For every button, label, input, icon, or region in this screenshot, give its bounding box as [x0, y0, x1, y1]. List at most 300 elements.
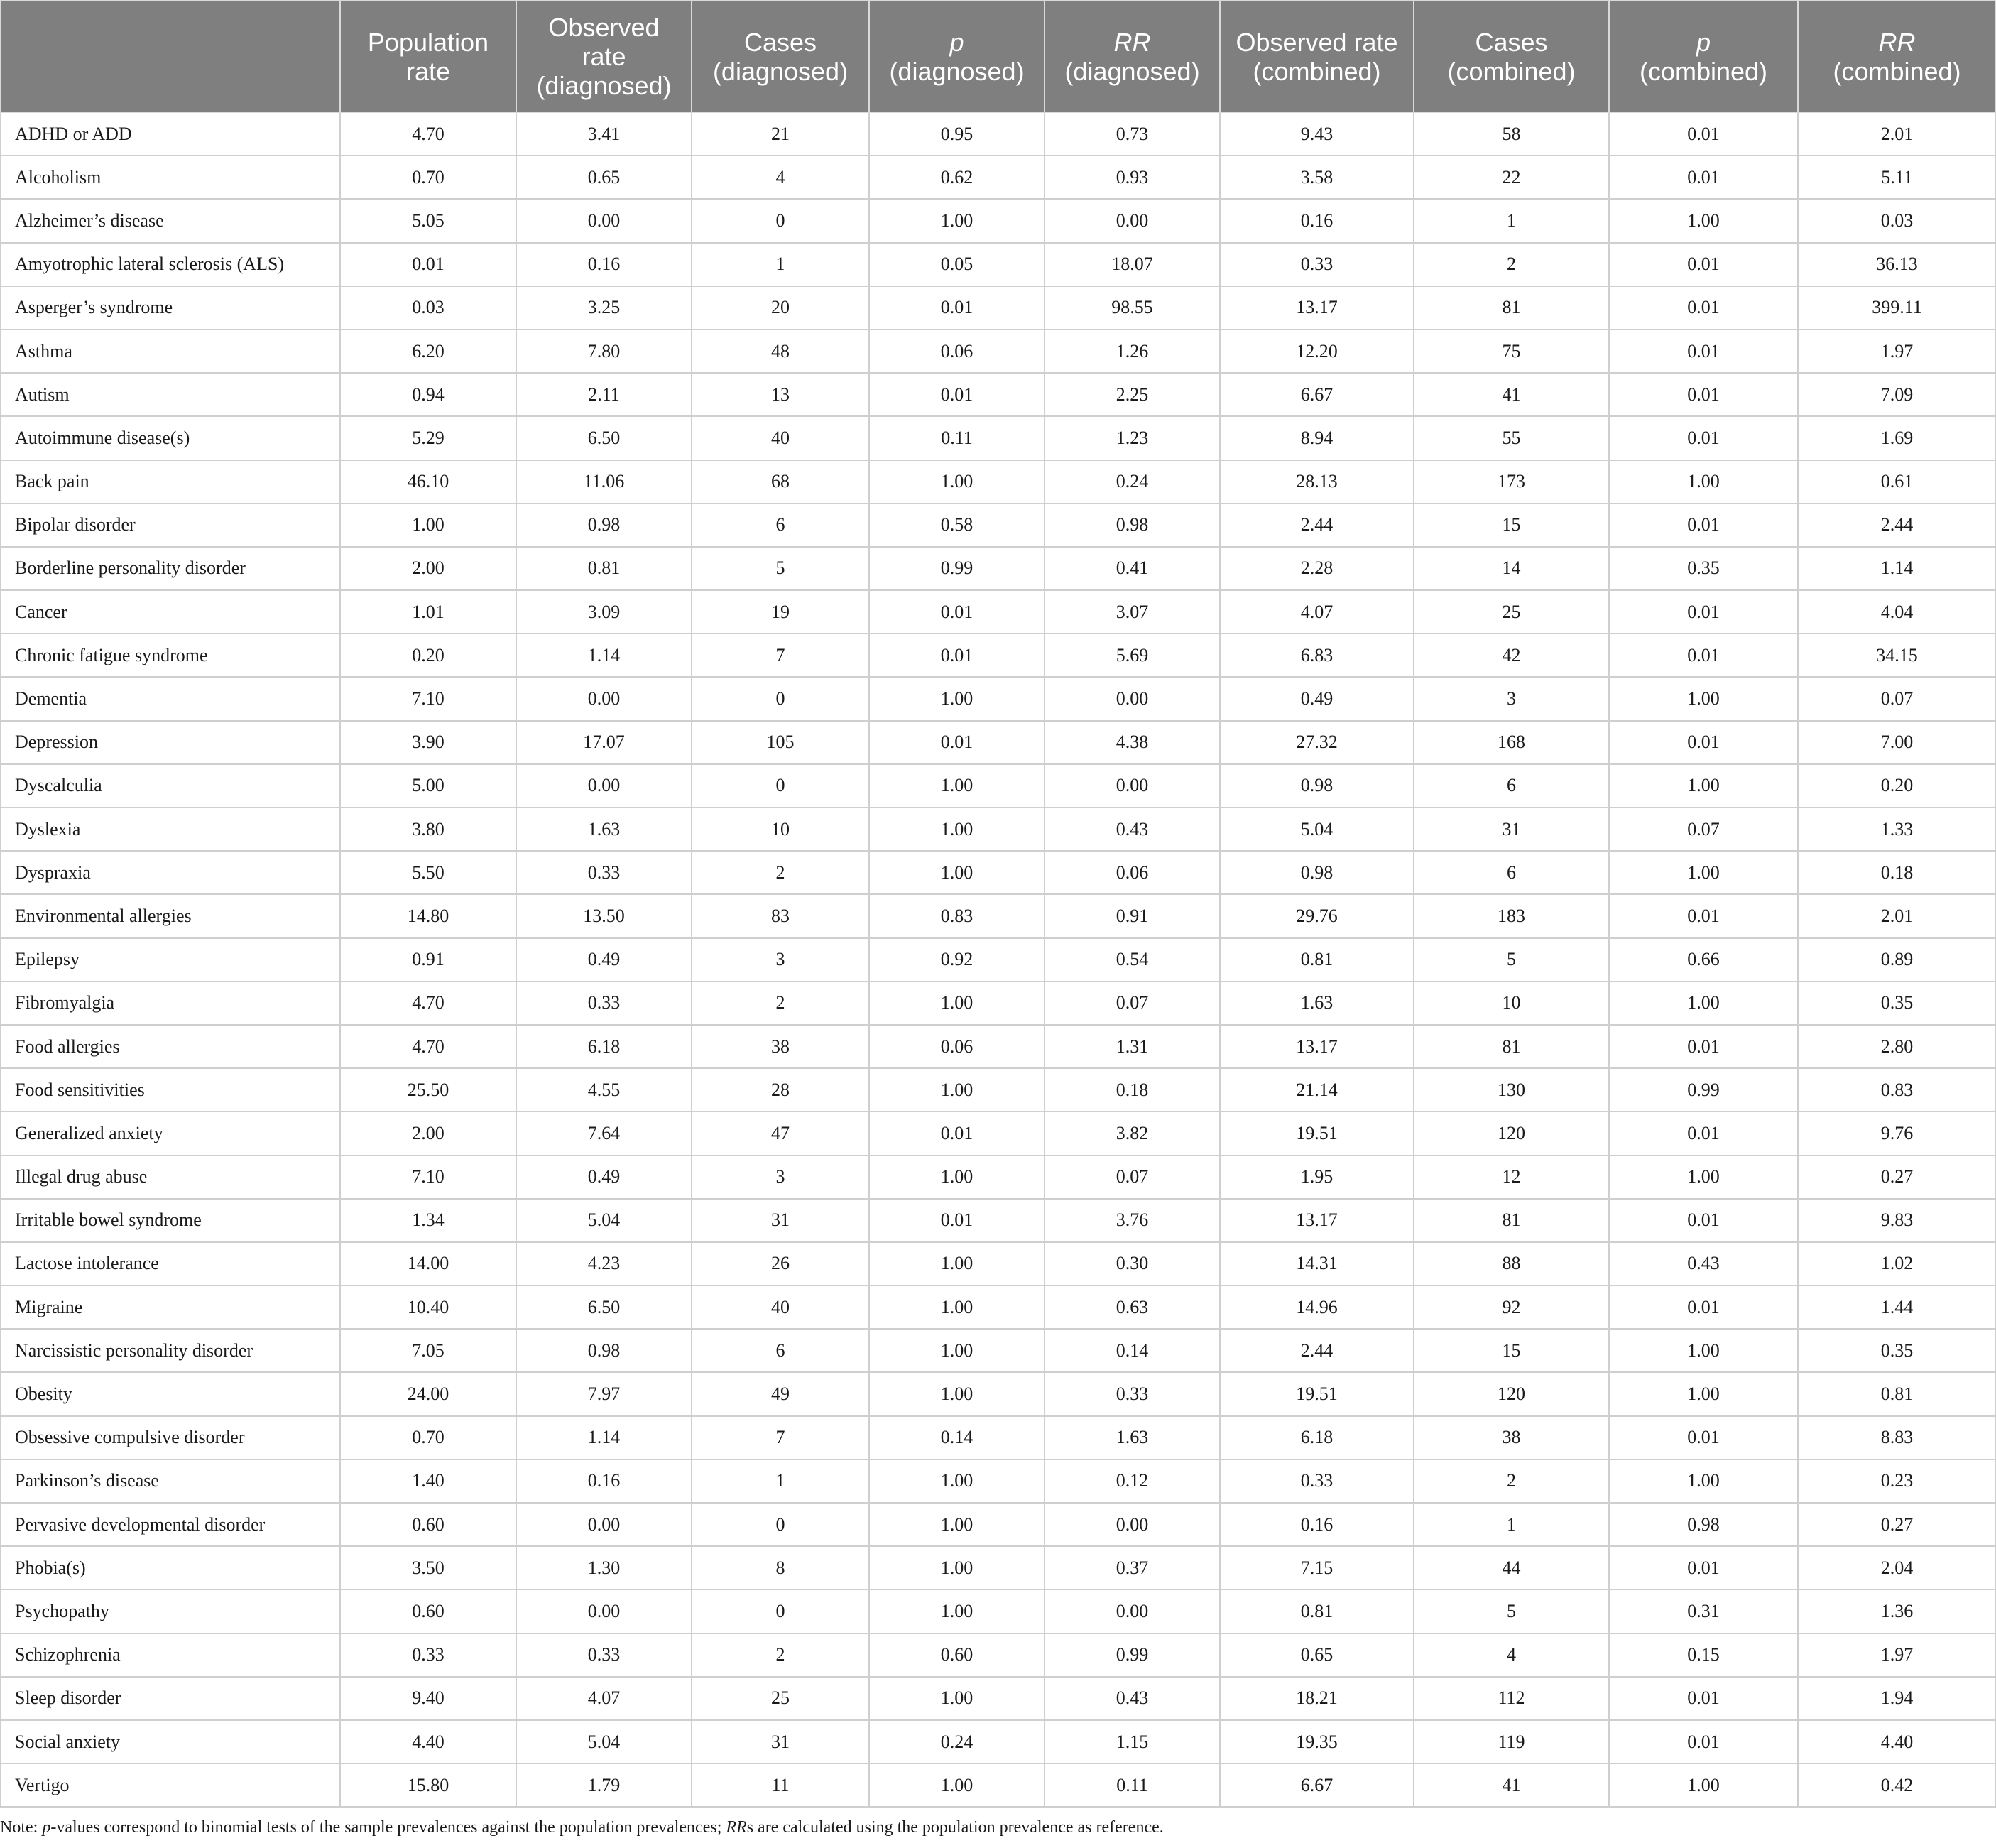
- value-cell: 0.00: [1045, 1503, 1220, 1546]
- condition-cell: Asthma: [1, 330, 340, 373]
- value-cell: 7.09: [1798, 373, 1996, 416]
- note-rr-symbol: RR: [726, 1818, 747, 1837]
- value-cell: 44: [1414, 1546, 1609, 1589]
- value-cell: 1.00: [1609, 982, 1798, 1025]
- value-cell: 2.01: [1798, 112, 1996, 156]
- value-cell: 1.23: [1045, 416, 1220, 460]
- value-cell: 10: [692, 808, 869, 851]
- value-cell: 0.01: [1609, 373, 1798, 416]
- value-cell: 13: [692, 373, 869, 416]
- value-cell: 20: [692, 286, 869, 330]
- value-cell: 46.10: [340, 460, 516, 504]
- value-cell: 2: [1414, 1460, 1609, 1503]
- value-cell: 13.17: [1220, 1025, 1414, 1068]
- value-cell: 0.98: [1220, 851, 1414, 894]
- value-cell: 0.33: [516, 851, 692, 894]
- value-cell: 0.81: [1220, 1589, 1414, 1633]
- value-cell: 5: [1414, 1589, 1609, 1633]
- value-cell: 2: [1414, 243, 1609, 286]
- value-cell: 9.76: [1798, 1111, 1996, 1155]
- value-cell: 0.73: [1045, 112, 1220, 156]
- condition-cell: Sleep disorder: [1, 1677, 340, 1720]
- table-row: [1, 1068, 1996, 1111]
- value-cell: 14.80: [340, 894, 516, 937]
- table-row: [1, 1286, 1996, 1329]
- value-cell: 4.70: [340, 1025, 516, 1068]
- value-cell: 0.91: [340, 938, 516, 982]
- column-header: [692, 1, 869, 112]
- table-row: [1, 1111, 1996, 1155]
- value-cell: 6.50: [516, 416, 692, 460]
- value-cell: 7.15: [1220, 1546, 1414, 1589]
- value-cell: 0.98: [1220, 764, 1414, 808]
- value-cell: 0: [692, 1589, 869, 1633]
- value-cell: 40: [692, 1286, 869, 1329]
- value-cell: 2.44: [1220, 1329, 1414, 1372]
- value-cell: 0.03: [340, 286, 516, 330]
- value-cell: 4.40: [340, 1720, 516, 1763]
- value-cell: 3.07: [1045, 590, 1220, 634]
- value-cell: 24.00: [340, 1372, 516, 1415]
- table-row: [1, 1199, 1996, 1242]
- value-cell: 0.06: [1045, 851, 1220, 894]
- table-row: [1, 373, 1996, 416]
- table-row: [1, 1634, 1996, 1677]
- value-cell: 0.49: [516, 938, 692, 982]
- value-cell: 0.07: [1798, 677, 1996, 720]
- value-cell: 1.40: [340, 1460, 516, 1503]
- column-header-line: (combined): [1447, 56, 1576, 86]
- value-cell: 1.00: [1609, 1460, 1798, 1503]
- value-cell: 27.32: [1220, 721, 1414, 764]
- value-cell: 2: [692, 1634, 869, 1677]
- condition-cell: Irritable bowel syndrome: [1, 1199, 340, 1242]
- table-row: [1, 1763, 1996, 1807]
- value-cell: 8.83: [1798, 1416, 1996, 1460]
- value-cell: 1: [692, 1460, 869, 1503]
- value-cell: 6.83: [1220, 634, 1414, 677]
- column-header-line: p: [949, 27, 964, 57]
- value-cell: 31: [692, 1720, 869, 1763]
- condition-cell: Back pain: [1, 460, 340, 504]
- condition-cell: Alcoholism: [1, 156, 340, 199]
- value-cell: 22: [1414, 156, 1609, 199]
- value-cell: 1.15: [1045, 1720, 1220, 1763]
- value-cell: 0: [692, 199, 869, 242]
- value-cell: 0.98: [1045, 504, 1220, 547]
- value-cell: 1.69: [1798, 416, 1996, 460]
- value-cell: 5.29: [340, 416, 516, 460]
- value-cell: 119: [1414, 1720, 1609, 1763]
- value-cell: 0.27: [1798, 1503, 1996, 1546]
- condition-cell: Psychopathy: [1, 1589, 340, 1633]
- value-cell: 6.50: [516, 1286, 692, 1329]
- column-header-line: RR: [1878, 27, 1916, 57]
- value-cell: 40: [692, 416, 869, 460]
- value-cell: 0.01: [1609, 1546, 1798, 1589]
- note-prefix: Note:: [0, 1818, 43, 1837]
- table-row: [1, 764, 1996, 808]
- value-cell: 0.01: [869, 373, 1045, 416]
- value-cell: 88: [1414, 1242, 1609, 1286]
- value-cell: 0.01: [1609, 1286, 1798, 1329]
- header-row: [1, 1, 1996, 112]
- value-cell: 36.13: [1798, 243, 1996, 286]
- column-header-line: (combined): [1833, 56, 1961, 86]
- value-cell: 0.01: [1609, 1720, 1798, 1763]
- column-header: [1609, 1, 1798, 112]
- column-header-line: rate: [405, 56, 451, 86]
- column-header-line: Population: [367, 27, 489, 57]
- value-cell: 0.54: [1045, 938, 1220, 982]
- value-cell: 0.98: [516, 504, 692, 547]
- column-header: [1, 1, 340, 112]
- value-cell: 17.07: [516, 721, 692, 764]
- condition-cell: Vertigo: [1, 1763, 340, 1807]
- value-cell: 0.70: [340, 156, 516, 199]
- column-header-line: (diagnosed): [536, 71, 672, 100]
- value-cell: 2.44: [1220, 504, 1414, 547]
- value-cell: 0.33: [1045, 1372, 1220, 1415]
- value-cell: 6: [1414, 764, 1609, 808]
- value-cell: 3.09: [516, 590, 692, 634]
- value-cell: 0.01: [869, 634, 1045, 677]
- value-cell: 7.10: [340, 1156, 516, 1199]
- value-cell: 9.40: [340, 1677, 516, 1720]
- value-cell: 0.07: [1045, 1156, 1220, 1199]
- column-header-line: (diagnosed): [1064, 56, 1200, 86]
- value-cell: 168: [1414, 721, 1609, 764]
- value-cell: 0.27: [1798, 1156, 1996, 1199]
- value-cell: 6.67: [1220, 373, 1414, 416]
- value-cell: 5.00: [340, 764, 516, 808]
- value-cell: 0.63: [1045, 1286, 1220, 1329]
- column-header: [516, 1, 692, 112]
- value-cell: 2.00: [340, 1111, 516, 1155]
- value-cell: 1.44: [1798, 1286, 1996, 1329]
- value-cell: 1.63: [516, 808, 692, 851]
- value-cell: 0.16: [516, 1460, 692, 1503]
- value-cell: 14.00: [340, 1242, 516, 1286]
- value-cell: 2.80: [1798, 1025, 1996, 1068]
- value-cell: 0: [692, 764, 869, 808]
- value-cell: 1.14: [516, 1416, 692, 1460]
- value-cell: 5.50: [340, 851, 516, 894]
- value-cell: 0.61: [1798, 460, 1996, 504]
- value-cell: 3.41: [516, 112, 692, 156]
- value-cell: 4: [1414, 1634, 1609, 1677]
- value-cell: 6: [1414, 851, 1609, 894]
- value-cell: 6: [692, 504, 869, 547]
- value-cell: 0.00: [1045, 199, 1220, 242]
- value-cell: 19.51: [1220, 1111, 1414, 1155]
- value-cell: 19: [692, 590, 869, 634]
- value-cell: 31: [1414, 808, 1609, 851]
- value-cell: 42: [1414, 634, 1609, 677]
- value-cell: 0.99: [869, 547, 1045, 590]
- value-cell: 1.00: [1609, 1372, 1798, 1415]
- value-cell: 2: [692, 851, 869, 894]
- value-cell: 0.60: [340, 1503, 516, 1546]
- condition-cell: Schizophrenia: [1, 1634, 340, 1677]
- table-row: [1, 330, 1996, 373]
- value-cell: 0.00: [516, 1589, 692, 1633]
- value-cell: 31: [692, 1199, 869, 1242]
- value-cell: 1.02: [1798, 1242, 1996, 1286]
- value-cell: 25.50: [340, 1068, 516, 1111]
- value-cell: 29.76: [1220, 894, 1414, 937]
- value-cell: 1.30: [516, 1546, 692, 1589]
- value-cell: 0.30: [1045, 1242, 1220, 1286]
- value-cell: 0.01: [340, 243, 516, 286]
- value-cell: 2.25: [1045, 373, 1220, 416]
- condition-cell: Lactose intolerance: [1, 1242, 340, 1286]
- value-cell: 0.11: [869, 416, 1045, 460]
- value-cell: 21.14: [1220, 1068, 1414, 1111]
- value-cell: 0.24: [1045, 460, 1220, 504]
- condition-cell: Food sensitivities: [1, 1068, 340, 1111]
- value-cell: 0.98: [516, 1329, 692, 1372]
- value-cell: 1: [692, 243, 869, 286]
- value-cell: 0.01: [1609, 112, 1798, 156]
- column-header-line: (combined): [1639, 56, 1768, 86]
- value-cell: 0.65: [1220, 1634, 1414, 1677]
- value-cell: 6.67: [1220, 1763, 1414, 1807]
- value-cell: 0.01: [1609, 1677, 1798, 1720]
- value-cell: 0: [692, 677, 869, 720]
- value-cell: 81: [1414, 286, 1609, 330]
- value-cell: 2.28: [1220, 547, 1414, 590]
- value-cell: 1: [1414, 199, 1609, 242]
- column-header-line: (diagnosed): [712, 56, 849, 86]
- condition-cell: Borderline personality disorder: [1, 547, 340, 590]
- condition-cell: Chronic fatigue syndrome: [1, 634, 340, 677]
- value-cell: 0.01: [1609, 416, 1798, 460]
- value-cell: 2.01: [1798, 894, 1996, 937]
- value-cell: 13.17: [1220, 286, 1414, 330]
- value-cell: 7: [692, 1416, 869, 1460]
- condition-cell: Bipolar disorder: [1, 504, 340, 547]
- table-row: [1, 199, 1996, 242]
- value-cell: 1.00: [869, 677, 1045, 720]
- value-cell: 105: [692, 721, 869, 764]
- value-cell: 0.01: [1609, 286, 1798, 330]
- value-cell: 0.35: [1798, 1329, 1996, 1372]
- value-cell: 0.35: [1609, 547, 1798, 590]
- value-cell: 4.07: [516, 1677, 692, 1720]
- value-cell: 0.94: [340, 373, 516, 416]
- value-cell: 10: [1414, 982, 1609, 1025]
- value-cell: 1.00: [1609, 1156, 1798, 1199]
- value-cell: 4.23: [516, 1242, 692, 1286]
- value-cell: 4.04: [1798, 590, 1996, 634]
- column-header-line: Observed rate: [1236, 27, 1398, 57]
- table-row: [1, 243, 1996, 286]
- table-row: [1, 982, 1996, 1025]
- value-cell: 1: [1414, 1503, 1609, 1546]
- value-cell: 0.01: [1609, 156, 1798, 199]
- value-cell: 4: [692, 156, 869, 199]
- value-cell: 81: [1414, 1199, 1609, 1242]
- value-cell: 11: [692, 1763, 869, 1807]
- value-cell: 1.00: [869, 1329, 1045, 1372]
- value-cell: 3.80: [340, 808, 516, 851]
- value-cell: 1.00: [869, 1372, 1045, 1415]
- table-header: [1, 1, 1996, 112]
- value-cell: 1.94: [1798, 1677, 1996, 1720]
- value-cell: 2.00: [340, 547, 516, 590]
- value-cell: 0.00: [516, 1503, 692, 1546]
- value-cell: 3.25: [516, 286, 692, 330]
- value-cell: 12: [1414, 1156, 1609, 1199]
- value-cell: 0.12: [1045, 1460, 1220, 1503]
- value-cell: 1.00: [869, 1156, 1045, 1199]
- value-cell: 0.60: [340, 1589, 516, 1633]
- value-cell: 0.07: [1045, 982, 1220, 1025]
- value-cell: 1.00: [1609, 677, 1798, 720]
- value-cell: 0.31: [1609, 1589, 1798, 1633]
- value-cell: 0.07: [1609, 808, 1798, 851]
- value-cell: 1.00: [1609, 1763, 1798, 1807]
- value-cell: 0.06: [869, 330, 1045, 373]
- value-cell: 0.23: [1798, 1460, 1996, 1503]
- value-cell: 0.91: [1045, 894, 1220, 937]
- note-suffix: s are calculated using the population prevalence as reference.: [746, 1818, 1164, 1837]
- condition-cell: Narcissistic personality disorder: [1, 1329, 340, 1372]
- value-cell: 13.17: [1220, 1199, 1414, 1242]
- value-cell: 0.00: [1045, 764, 1220, 808]
- condition-cell: Obesity: [1, 1372, 340, 1415]
- value-cell: 5: [692, 547, 869, 590]
- value-cell: 15: [1414, 1329, 1609, 1372]
- value-cell: 1.33: [1798, 808, 1996, 851]
- value-cell: 1.34: [340, 1199, 516, 1242]
- table-row: [1, 286, 1996, 330]
- table-row: [1, 634, 1996, 677]
- value-cell: 3.50: [340, 1546, 516, 1589]
- value-cell: 1.63: [1045, 1416, 1220, 1460]
- value-cell: 0.01: [1609, 894, 1798, 937]
- table-row: [1, 1677, 1996, 1720]
- table-row: [1, 808, 1996, 851]
- value-cell: 7.97: [516, 1372, 692, 1415]
- value-cell: 0.99: [1609, 1068, 1798, 1111]
- value-cell: 1.00: [869, 1460, 1045, 1503]
- value-cell: 0.37: [1045, 1546, 1220, 1589]
- value-cell: 1.79: [516, 1763, 692, 1807]
- value-cell: 5.04: [516, 1720, 692, 1763]
- note-middle: -values correspond to binomial tests of the sample prevalences against the population prevalences;: [50, 1818, 726, 1837]
- value-cell: 0.01: [869, 1199, 1045, 1242]
- table-row: [1, 504, 1996, 547]
- condition-cell: Obsessive compulsive disorder: [1, 1416, 340, 1460]
- table-row: [1, 1503, 1996, 1546]
- value-cell: 4.55: [516, 1068, 692, 1111]
- value-cell: 1.97: [1798, 330, 1996, 373]
- value-cell: 5.05: [340, 199, 516, 242]
- condition-cell: Parkinson’s disease: [1, 1460, 340, 1503]
- value-cell: 0.43: [1045, 1677, 1220, 1720]
- value-cell: 0.00: [516, 677, 692, 720]
- value-cell: 0.49: [1220, 677, 1414, 720]
- value-cell: 98.55: [1045, 286, 1220, 330]
- value-cell: 1.00: [869, 851, 1045, 894]
- condition-cell: Dyscalculia: [1, 764, 340, 808]
- value-cell: 0.24: [869, 1720, 1045, 1763]
- value-cell: 0.83: [869, 894, 1045, 937]
- value-cell: 0.01: [1609, 1416, 1798, 1460]
- value-cell: 25: [692, 1677, 869, 1720]
- value-cell: 1.01: [340, 590, 516, 634]
- condition-cell: Cancer: [1, 590, 340, 634]
- condition-cell: Depression: [1, 721, 340, 764]
- value-cell: 41: [1414, 373, 1609, 416]
- value-cell: 0.81: [1220, 938, 1414, 982]
- value-cell: 0.98: [1609, 1503, 1798, 1546]
- value-cell: 1.14: [1798, 547, 1996, 590]
- value-cell: 0.49: [516, 1156, 692, 1199]
- value-cell: 0.16: [516, 243, 692, 286]
- value-cell: 9.83: [1798, 1199, 1996, 1242]
- condition-cell: Social anxiety: [1, 1720, 340, 1763]
- value-cell: 6.18: [1220, 1416, 1414, 1460]
- value-cell: 0.58: [869, 504, 1045, 547]
- table-row: [1, 1589, 1996, 1633]
- table-row: [1, 156, 1996, 199]
- table-row: [1, 590, 1996, 634]
- table-row: [1, 1329, 1996, 1372]
- value-cell: 0.01: [1609, 1111, 1798, 1155]
- table-row: [1, 938, 1996, 982]
- value-cell: 1.14: [516, 634, 692, 677]
- value-cell: 0.03: [1798, 199, 1996, 242]
- value-cell: 0.81: [516, 547, 692, 590]
- table-row: [1, 547, 1996, 590]
- column-header-line: (combined): [1253, 56, 1381, 86]
- value-cell: 34.15: [1798, 634, 1996, 677]
- value-cell: 3.58: [1220, 156, 1414, 199]
- value-cell: 1.00: [869, 1589, 1045, 1633]
- column-header-line: (diagnosed): [889, 56, 1025, 86]
- value-cell: 3: [1414, 677, 1609, 720]
- value-cell: 0.01: [869, 721, 1045, 764]
- value-cell: 1.00: [1609, 851, 1798, 894]
- value-cell: 0.01: [1609, 243, 1798, 286]
- column-header: [340, 1, 516, 112]
- value-cell: 130: [1414, 1068, 1609, 1111]
- value-cell: 0.41: [1045, 547, 1220, 590]
- table-row: [1, 1372, 1996, 1415]
- value-cell: 0.00: [1045, 677, 1220, 720]
- value-cell: 1.00: [1609, 764, 1798, 808]
- value-cell: 2.04: [1798, 1546, 1996, 1589]
- value-cell: 1.00: [869, 1763, 1045, 1807]
- value-cell: 0.15: [1609, 1634, 1798, 1677]
- value-cell: 0.00: [516, 199, 692, 242]
- value-cell: 4.70: [340, 982, 516, 1025]
- table-row: [1, 1460, 1996, 1503]
- value-cell: 6: [692, 1329, 869, 1372]
- value-cell: 18.07: [1045, 243, 1220, 286]
- column-header: [1220, 1, 1414, 112]
- value-cell: 49: [692, 1372, 869, 1415]
- value-cell: 0.81: [1798, 1372, 1996, 1415]
- value-cell: 0.11: [1045, 1763, 1220, 1807]
- value-cell: 92: [1414, 1286, 1609, 1329]
- value-cell: 0.33: [516, 982, 692, 1025]
- value-cell: 399.11: [1798, 286, 1996, 330]
- value-cell: 7: [692, 634, 869, 677]
